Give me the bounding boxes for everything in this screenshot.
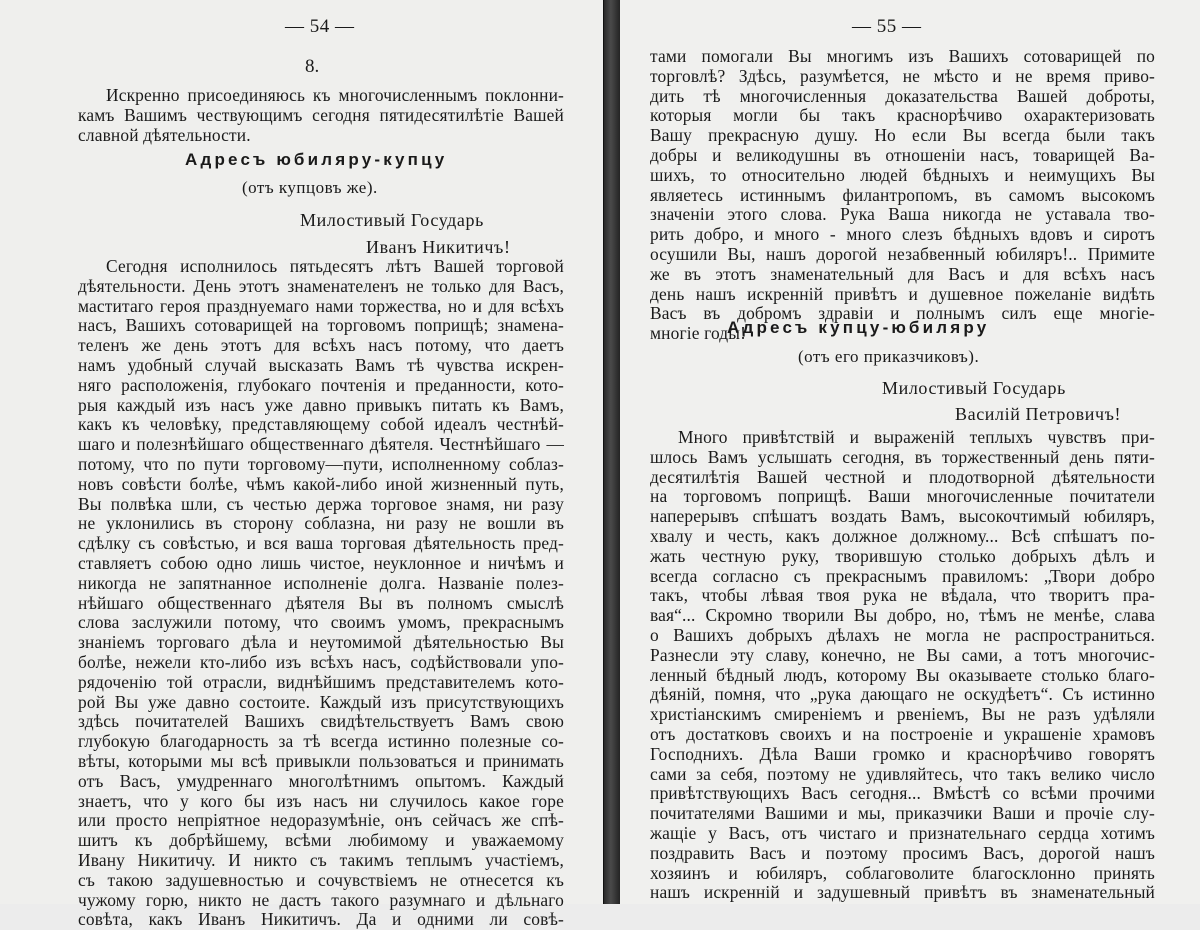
text-line: намъ удобный случай высказать Вамъ тѣ чувства искрен- — [78, 354, 564, 375]
text-line: шихъ, то относительно людей бѣдныхъ и неимущихъ Вы — [650, 164, 1155, 185]
text-line: день нашъ искренній привѣтъ и душевное пожеланіе видѣть — [650, 283, 1155, 304]
text-line: всегда согласно съ прекраснымъ правиломъ: „Твори добро — [650, 565, 1155, 586]
text-line: десятилѣтія Вашей честной и плодотворной дѣятельности — [650, 466, 1155, 487]
address-body — [78, 257, 564, 930]
continued-paragraph — [650, 47, 1155, 344]
salutation-name: Иванъ Никитичъ! — [366, 237, 511, 257]
salutation-title: Милостивый Государь — [300, 210, 484, 230]
text-line: шаго и полезнѣйшаго общественнаго дѣятеля. Честнѣйшаго — — [78, 434, 564, 455]
address-body — [650, 428, 1155, 903]
page-number: — 55 — — [852, 16, 922, 37]
text-line: насъ, Вашихъ сотоварищей на торговомъ поприщѣ; знамена- — [78, 315, 564, 336]
text-line: ставляетъ собою одно лишь чистое, неуклонное и ничѣмъ и — [78, 552, 564, 573]
text-line: жать честную руку, творившую столько добрыхъ дѣлъ и — [650, 545, 1155, 566]
text-line: сами за себя, поэтому не удивляйтесь, что такъ велико число — [650, 763, 1155, 784]
text-line: рить добро, и много - много слезъ бѣдныхъ вдовъ и сиротъ — [650, 224, 1155, 245]
text-line: съ такою задушевностью и сочувствіемъ не отнесется къ — [78, 869, 564, 890]
text-line: которыя могли бы такъ краснорѣчиво охарактеризовать — [650, 105, 1155, 126]
text-line: вая“... Скромно творили Вы добро, но, тѣмъ не менѣе, слава — [650, 605, 1155, 626]
text-line: сдѣлку съ совѣстью, и вся ваша торговая дѣятельность пред- — [78, 533, 564, 554]
text-line: Вашу прекрасную душу. Но если Вы всегда были такъ — [650, 125, 1155, 146]
text-line: Искренно присоединяюсь къ многочисленнымъ поклонни- — [106, 85, 564, 105]
text-line: няго расположенія, глубокаго почтенія и преданности, кото- — [78, 374, 564, 395]
text-line: такъ, чтобы лѣвая твоя рука не вѣдала, что творитъ пра- — [650, 585, 1155, 606]
text-line: не уклонились въ сторону соблазна, ни разу не вошли въ — [78, 513, 564, 534]
text-line: добры и великодушны въ отношеніи насъ, товарищей Ва- — [650, 144, 1155, 165]
text-line: христіанскимъ смиреніемъ и рвеніемъ, Вы не разъ удѣляли — [650, 704, 1155, 725]
text-line: наперерывъ спѣшатъ воздать Вамъ, высокочтимый юбиляръ, — [650, 506, 1155, 527]
section-number: 8. — [305, 56, 320, 77]
text-line: знаетъ, что у кого бы изъ насъ ни случилось какое горе — [78, 790, 564, 811]
text-line: отъ Васъ, умудреннаго многолѣтнимъ опытомъ. Каждый — [78, 770, 564, 791]
text-line: чужому горю, никто не дастъ такого разумнаго и дѣльнаго — [78, 889, 564, 910]
text-line: жащіе у Васъ, отъ чистаго и признательнаго сердца хотимъ — [650, 822, 1155, 843]
text-line: ленный бѣдный людъ, которому Вы оказываете столько благо- — [650, 664, 1155, 685]
text-line: камъ Вашимъ чествующимъ сегодня пятидесятилѣтіе Вашей — [78, 104, 564, 125]
text-line: рой Вы уже давно состоите. Каждый изъ присутствующихъ — [78, 691, 564, 712]
text-line: Вы полвѣка шли, съ честью держа торговое знамя, ни разу — [78, 493, 564, 514]
text-line: шитъ къ добрѣйшему, всѣми любимому и уважаемому — [78, 830, 564, 851]
address-subheading: (отъ купцовъ же). — [242, 178, 378, 197]
text-line: дѣятельности. День этотъ знаменателенъ не только для Васъ, — [78, 275, 564, 296]
text-line: рядоченію той отрасли, виднѣйшимъ представителемъ кото- — [78, 671, 564, 692]
text-line: теленъ же день этотъ для всѣхъ насъ потому, что даетъ — [78, 335, 564, 356]
text-line: о Вашихъ добрыхъ дѣлахъ не могла не распространиться. — [650, 624, 1155, 645]
intro-paragraph — [78, 86, 564, 145]
right-page — [620, 0, 1200, 904]
text-line: шлось Вамъ услышать сегодня, въ торжественный день пяти- — [650, 446, 1155, 467]
text-line: Ивану Никитичу. И никто съ такимъ теплымъ участіемъ, — [78, 849, 564, 870]
text-line: значеніи этого слова. Рука Ваша никогда не уставала тво- — [650, 204, 1155, 225]
text-line: почитателями Вашими и мы, приказчики Ваши и прочіе слу- — [650, 803, 1155, 824]
text-line: привѣтствующихъ Васъ сегодня... Вмѣстѣ со всѣми прочими — [650, 783, 1155, 804]
text-line: Васъ въ добромъ здравіи и полнымъ силъ еще многіе- — [650, 303, 1155, 324]
text-line: являетесь истиннымъ филантропомъ, въ самомъ высокомъ — [650, 184, 1155, 205]
address-heading: Адресъ юбиляру-купцу — [185, 150, 448, 169]
salutation-name: Василій Петровичъ! — [955, 404, 1122, 424]
text-line: или просто непріятное недоразумѣніе, онъ сейчасъ же спѣ- — [78, 810, 564, 831]
text-line: многіе годы! — [650, 323, 747, 344]
text-line: новъ совѣсти болѣе, чѣмъ какой-либо иной жизненный путь, — [78, 473, 564, 494]
text-line: нѣйшаго общественнаго дѣятеля Вы въ полномъ смыслѣ — [78, 592, 564, 613]
text-line: болѣе, нежели кто-либо изъ всѣхъ насъ, содѣйствовали упо- — [78, 651, 564, 672]
text-line: славной дѣятельности. — [78, 124, 251, 145]
text-line: Господнихъ. Дѣла Ваши громко и краснорѣчиво говорятъ — [650, 743, 1155, 764]
text-line: глубокую благодарность за тѣ всегда истинно полезные со- — [78, 731, 564, 752]
address-subheading: (отъ его приказчиковъ). — [798, 347, 980, 366]
page-number: — 54 — — [285, 16, 355, 37]
text-line: дѣяній, помня, что „рука дающаго не оскудѣетъ“. Съ истинно — [650, 684, 1155, 705]
text-line: Много привѣтствій и выраженій теплыхъ чувствъ при- — [678, 427, 1155, 447]
text-line: слова заслужили потому, что своимъ умомъ, прекраснымъ — [78, 612, 564, 633]
text-line: Разнесли эту славу, конечно, не Вы сами, а тотъ многочис- — [650, 644, 1155, 665]
text-line: никогда не запятнанное исполненіе долга. Названіе полез- — [78, 572, 564, 593]
text-line: торговлѣ? Здѣсь, разумѣется, не мѣсто и не время приво- — [650, 65, 1155, 86]
text-line: хозяинъ и юбиляръ, соблаговолите благосклонно принять — [650, 862, 1155, 883]
salutation-title: Милостивый Государь — [882, 378, 1066, 398]
text-line: потому, что по пути торговому—пути, исполненному соблаз- — [78, 453, 564, 474]
text-line: на торговомъ поприщѣ. Ваши многочисленные почитатели — [650, 486, 1155, 507]
text-line: совѣта, какъ Иванъ Никитичъ. Да и одними ли совѣ- — [78, 909, 564, 930]
text-line: тами помогали Вы многимъ изъ Вашихъ сотоварищей по — [650, 46, 1155, 66]
text-line: рыя каждый изъ насъ уже давно привыкъ питать къ Вамъ, — [78, 394, 564, 415]
text-line: хвалу и честь, какъ должное должному... Всѣ спѣшатъ по- — [650, 525, 1155, 546]
text-line: осушили Вы, нашъ дорогой незабвенный юбиляръ!.. Примите — [650, 243, 1155, 264]
text-line: здѣсь почитателей Вашихъ свидѣтельствуетъ Вамъ свою — [78, 711, 564, 732]
text-line: какъ къ человѣку, представляющему собой идеалъ честнѣй- — [78, 414, 564, 435]
text-line: поздравить Васъ и поэтому просимъ Васъ, дорогой нашъ — [650, 842, 1155, 863]
text-line: отъ достатковъ своихъ и на построеніе и украшеніе храмовъ — [650, 723, 1155, 744]
text-line: Сегодня исполнилось пятьдесятъ лѣтъ Вашей торговой — [106, 256, 564, 276]
text-line: нашъ искренній и задушевный привѣтъ въ знаменательный — [650, 882, 1155, 903]
text-line: дить тѣ многочисленныя доказательства Вашей доброты, — [650, 85, 1155, 106]
text-line: маститаго героя празднуемаго нами торжества, но и для всѣхъ — [78, 295, 564, 316]
text-line: знаніемъ торговаго дѣла и неутомимой дѣятельностью Вы — [78, 632, 564, 653]
text-line: вѣты, которыми мы всѣ привыкли пользоваться и принимать — [78, 750, 564, 771]
address-heading: Адресъ купцу-юбиляру — [727, 318, 990, 337]
text-line: же въ этотъ знаменательный для Васъ и для всѣхъ насъ — [650, 263, 1155, 284]
